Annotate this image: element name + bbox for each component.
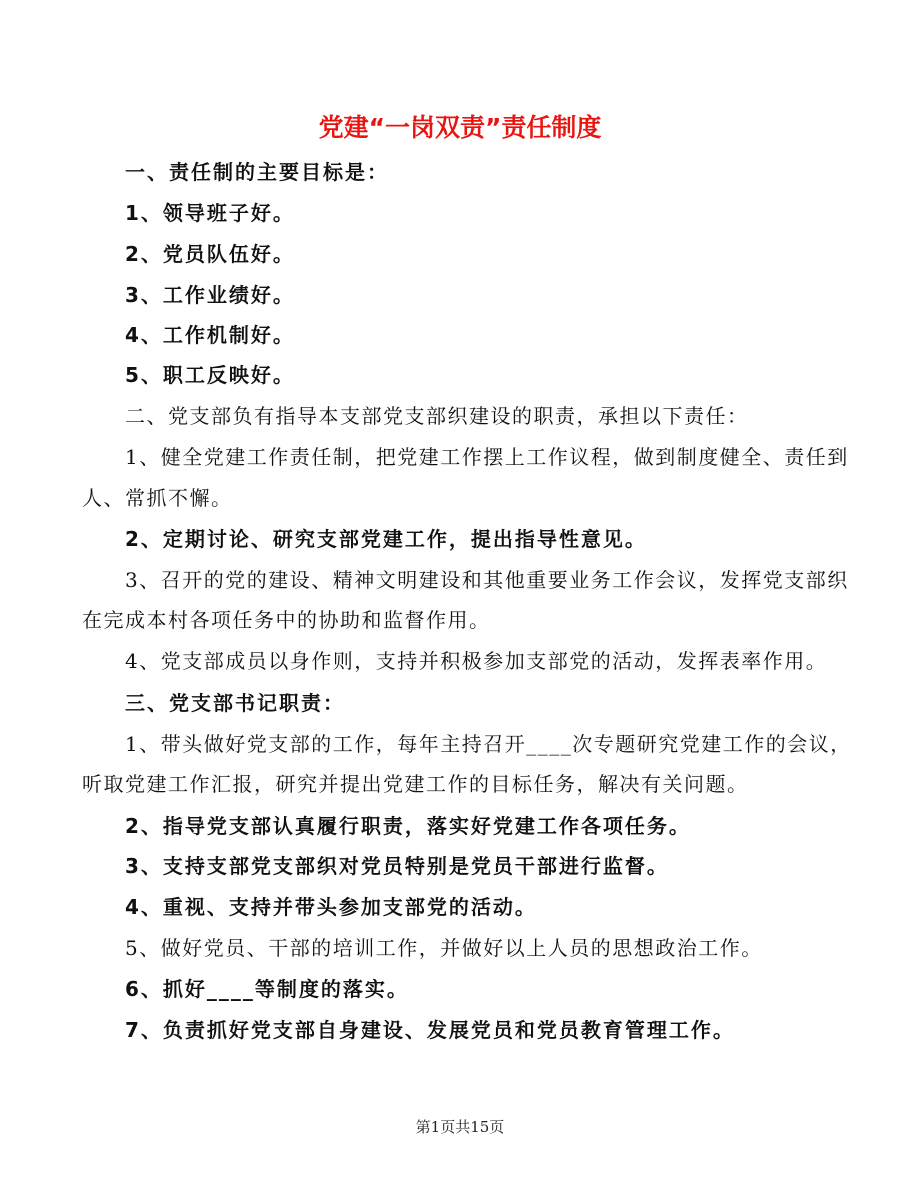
secretary-item-2: 2、指导党支部认真履行职责，落实好党建工作各项任务。 [125, 814, 691, 838]
secretary-item-6: 6、抓好____等制度的落实。 [125, 977, 409, 1001]
secretary-item-1-line-2: 听取党建工作汇报，研究并提出党建工作的目标任务，解决有关问题。 [82, 772, 749, 796]
section-heading-2: 二、党支部负有指导本支部党支部织建设的职责，承担以下责任： [125, 404, 749, 428]
duty-item-3-line-2: 在完成本村各项任务中的协助和监督作用。 [82, 608, 491, 632]
duty-item-4: 4、党支部成员以身作则，支持并积极参加支部党的活动，发挥表率作用。 [125, 649, 828, 673]
duty-item-1-line-2: 人、常抓不懈。 [82, 486, 233, 510]
goal-item-1: 1、领导班子好。 [125, 201, 295, 225]
goal-item-5: 5、职工反映好。 [125, 363, 295, 387]
section-heading-3: 三、党支部书记职责： [125, 691, 345, 715]
secretary-item-5: 5、做好党员、干部的培训工作，并做好以上人员的思想政治工作。 [125, 936, 763, 960]
duty-item-1-line-1: 1、健全党建工作责任制，把党建工作摆上工作议程，做到制度健全、责任到 [125, 445, 849, 469]
duty-item-3-line-1: 3、召开的党的建设、精神文明建设和其他重要业务工作会议，发挥党支部织 [125, 568, 849, 592]
document-title: 党建“一岗双责”责任制度 [318, 113, 602, 142]
secretary-item-4: 4、重视、支持并带头参加支部党的活动。 [125, 895, 537, 919]
section-heading-1: 一、责任制的主要目标是： [125, 160, 389, 184]
goal-item-3: 3、工作业绩好。 [125, 283, 295, 307]
secretary-item-7: 7、负责抓好党支部自身建设、发展党员和党员教育管理工作。 [125, 1018, 735, 1042]
secretary-item-1-line-1: 1、带头做好党支部的工作，每年主持召开____次专题研究党建工作的会议， [125, 732, 852, 756]
duty-item-2: 2、定期讨论、研究支部党建工作，提出指导性意见。 [125, 527, 647, 551]
goal-item-2: 2、党员队伍好。 [125, 242, 295, 266]
goal-item-4: 4、工作机制好。 [125, 323, 295, 347]
secretary-item-3: 3、支持支部党支部织对党员特别是党员干部进行监督。 [125, 854, 669, 878]
page-number: 第1页共15页 [415, 1118, 505, 1136]
